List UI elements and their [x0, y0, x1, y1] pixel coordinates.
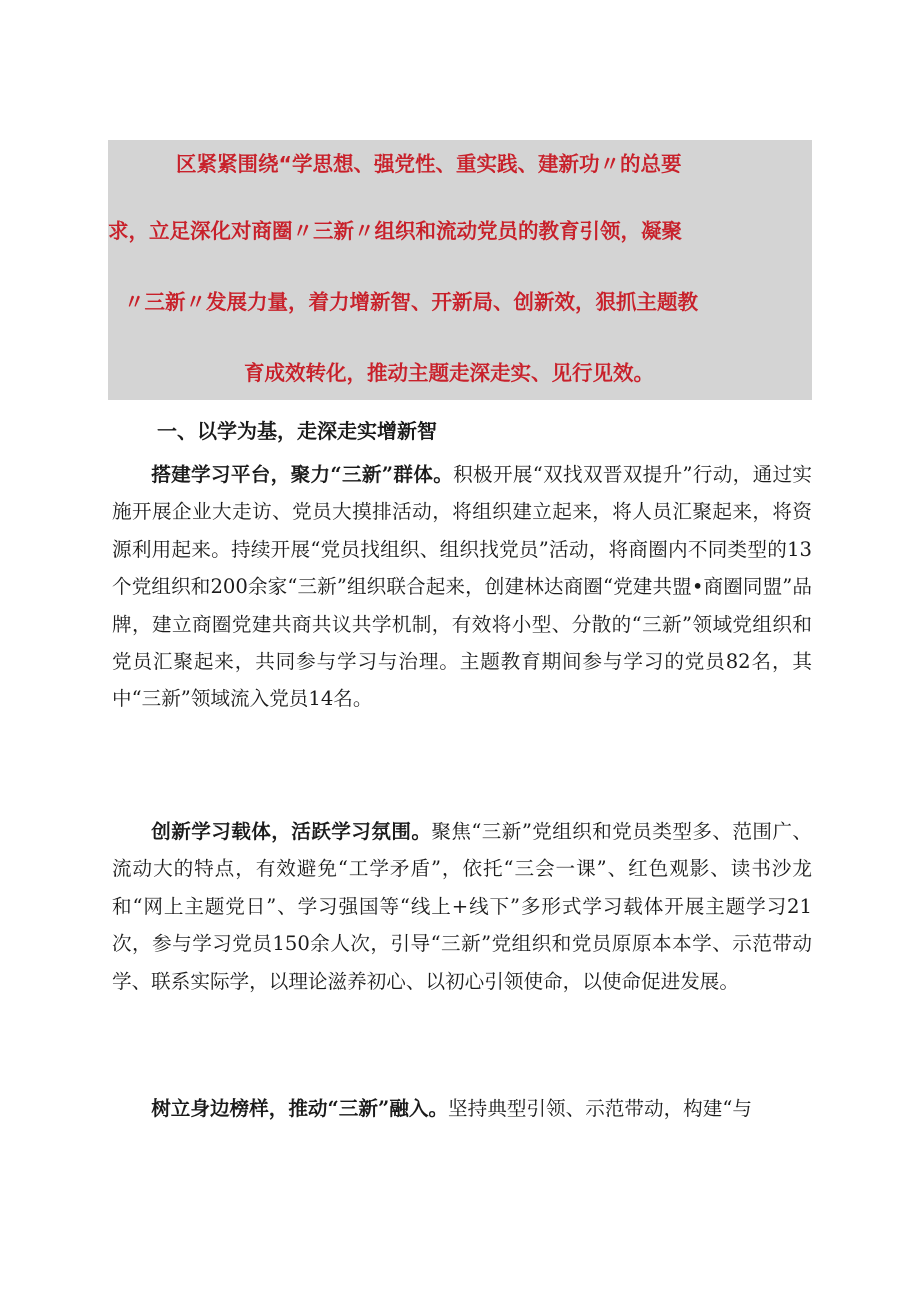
paragraph-body: 聚焦“三新”党组织和党员类型多、范围广、流动大的特点，有效避免“工学矛盾”，依托“三会一课”、红色观影、读书沙龙和“网上主题党日”、学习强国等“线上+线下”多形式学习载体开展主题学习21次，参与学习党员150余人次，引导“三新”党组织和党员原原本本学、示范带动学、联系实际学，以理论滋养初心、以初心引领使命，以使命促进发展。	[112, 820, 812, 993]
intro-line-4: 育成效转化，推动主题走深走实、见行见效。	[244, 361, 654, 385]
intro-line-3: 〃三新〃发展力量，着力增新智、开新局、创新效，狠抓主题教	[124, 290, 698, 314]
paragraph-body: 积极开展“双找双晋双提升”行动，通过实施开展企业大走访、党员大摸排活动，将组织建立起来，将人员汇聚起来，将资源利用起来。持续开展“党员找组织、组织找党员”活动，将商圈内不同类型的13个党组织和200余家“三新”组织联合起来，创建林达商圈“党建共盟•商圈同盟”品牌，建立商圈党建共商共议共学机制，有效将小型、分散的“三新”领域党组织和党员汇聚起来，共同参与学习与治理。主题教育期间参与学习的党员82名，其中“三新”领域流入党员14名。	[112, 463, 812, 711]
paragraph-role-models	[112, 1090, 812, 1130]
paragraph-lead: 搭建学习平台，聚力“三新”群体。	[151, 463, 454, 486]
paragraph-learning-platform	[112, 456, 812, 801]
section-heading: 一、以学为基，走深走实增新智	[157, 419, 437, 443]
paragraph-body: 坚持典型引领、示范带动，构建“与	[448, 1097, 752, 1120]
paragraph-lead: 创新学习载体，活跃学习氛围。	[151, 820, 432, 843]
paragraph-learning-carrier	[112, 813, 812, 1083]
intro-line-1: 区紧紧围绕“学思想、强党性、重实践、建新功〃的总要	[176, 152, 682, 176]
paragraph-lead: 树立身边榜样，推动“三新”融入。	[151, 1097, 449, 1120]
intro-line-2: 求，立足深化对商圈〃三新〃组织和流动党员的教育引领，凝聚	[108, 219, 682, 243]
